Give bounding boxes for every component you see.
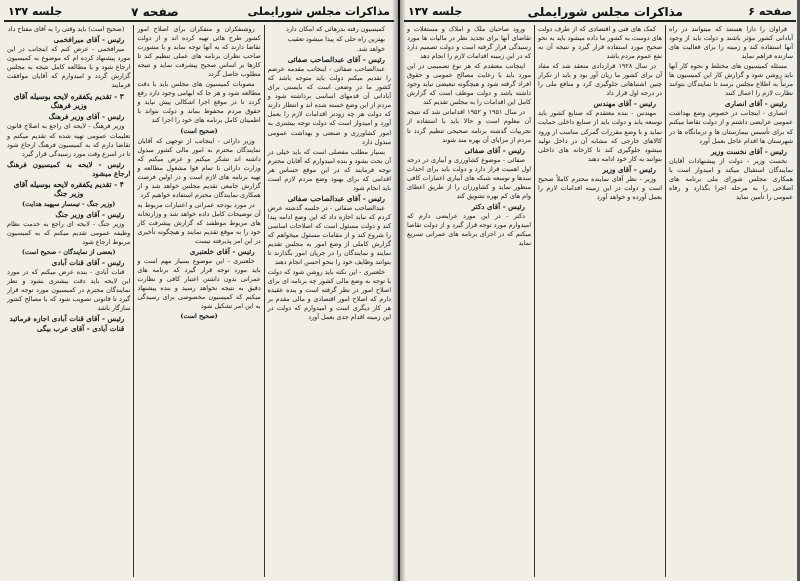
- paragraph: عبدالصاحب صفائی - اینجانب مقدمه عرضم را تقدیم میکنم دولت باید متوجه باشد که کشور ما در وضعی است که بایستی برای آبادانی آن قدمهای اساسی برداشته شود و مردم از این وضع خسته شده اند و انتظار دارند که دولت هر چه زودتر اقدامات لازم را بعمل آورد و امیدوار است که دولت توجه بیشتری به امور کشاورزی و صنعتی و بهداشت عمومی مبذول دارد: [267, 65, 391, 146]
- paragraph: کمک های فنی و اقتصادی که از طرف دولت های دوست به کشور ما داده میشود باید به نحو صحیح مورد استفاده قرار گیرد و نتیجه آن به نفع عموم مردم باشد: [538, 25, 662, 61]
- paragraph: خلعتبری - این نکته باید روشن شود که دولت با توجه به وضع مالی کشور چه برنامه ای برای اصلاح امور در نظر گرفته است و بنده عقیده دارم که اصلاح امور اقتصادی و مالی مقدم بر هر کار دیگری است و امیدوارم که دولت در این زمینه اقدام جدی بعمل آورد: [267, 268, 391, 322]
- paragraph: دکتر - در این مورد عرایضی دارم که امیدوارم مورد توجه قرار گیرد و از دولت تقاضا میکنم که در اجرای برنامه های عمرانی تسریع نماید: [407, 211, 531, 248]
- left-header-page-number: صفحه ۷: [131, 4, 179, 19]
- right-header-session: جلسه ۱۳۷: [408, 5, 463, 18]
- paragraph: بهترین راه حلی که پیدا میشود تعقیب: [287, 35, 385, 44]
- paragraph: مسئله کمیسیون های مختلط و نحوه کار آنها باید روشن شود و گزارش کار این کمیسیون ها مرتباً به اطلاع مجلس برسد تا نمایندگان بتوانند نظارت لازم را اعمال کنند: [669, 62, 793, 98]
- speaker-line: رئیس - آقای مهندس: [593, 99, 656, 109]
- paragraph: کمیسیون رفته بدرهائی که امکان دارد: [286, 25, 385, 33]
- left-header-right: مذاکرات مجلس شورایملی: [247, 5, 390, 18]
- paragraph: ورود صاحبان ملک و املاک و مستغلات و تقاضای آنها برای تجدید نظر در مالیات ها مورد رسیدگی قرار گرفته است و دولت تصمیم دارد که در این زمینه اقدامات لازم را انجام دهد: [407, 25, 531, 61]
- paragraph: وزیر جنگ - لایحه ای راجع به خدمت نظام وظیفه عمومی تقدیم میکنم که به کمیسیون مربوط ارجاع شود: [7, 219, 131, 247]
- paragraph: صفائی - موضوع کشاورزی و آبیاری در درجه اول اهمیت قرار دارد و دولت باید برای احداث سدها و توسعه شبکه های آبیاری اعتبارات کافی منظور نماید و کشاورزان را از طریق اعطای وام های کم بهره تشویق کند: [407, 155, 531, 200]
- speaker-line: رئیس - آقای دکتر: [471, 201, 525, 211]
- paragraph: بسیار مطلب مفصلی است که باید خیلی در آن بحث بشود و بنده امیدوارم که آقایان محترم توجه فرمایند که در این موقع حساس هر اقدامی که برای بهبود وضع مردم لازم است باید انجام شود: [267, 147, 391, 192]
- paragraph: مهندس - بنده معتقدم که صنایع کشور باید توسعه یابد و دولت باید از صنایع داخلی حمایت نماید و با وضع مقررات گمرکی مناسب از ورود کالاهای خارجی که مشابه آن در داخل تولید میشود جلوگیری کند تا کارخانه های داخلی بتوانند به کار خود ادامه دهند: [538, 109, 662, 163]
- paragraph: انصاری - اینجانب در خصوص وضع بهداشت عمومی عرایضی داشتم و از دولت تقاضا میکنم که برای تأسیس بیمارستان ها و درمانگاه ها در شهرستان ها اقدام عاجل بعمل آورد: [669, 109, 793, 145]
- speaker-line: رئیس - آقای عبدالصاحب صفائی: [287, 55, 385, 65]
- speaker-line: رئیس - آقای نخست وزیر: [710, 146, 787, 156]
- section-heading: ۳ - تقدیم یکفقره لایحه بوسیله آقای وزیر فرهنگ: [13, 92, 124, 111]
- paragraph: فراوان را دارا هستند که میتوانند در راه آبادانی کشور مؤثر باشند و دولت باید از وجود آنها استفاده کند و زمینه را برای فعالیت های سازنده فراهم نماید: [669, 25, 793, 61]
- left-column-3: [4, 25, 134, 577]
- paragraph: خواهد شد.: [356, 45, 385, 54]
- paragraph: در سال ۱۹۵۱ و ۱۹۵۲ اقداماتی شد که نتیجه آن معلوم است و حالا باید با استفاده از تجربیات گذشته برنامه صحیحی تنظیم گردد تا مردم از مزایای آن بهره مند شوند: [407, 108, 531, 144]
- paragraph: خلعتبری - این موضوع بسیار مهم است و باید مورد توجه قرار گیرد که برنامه های عمرانی بدون داشتن اعتبار کافی و نظارت دقیق به نتیجه نخواهد رسید و بنده پیشنهاد میکنم که کمیسیون مخصوصی برای رسیدگی به این امر تشکیل شود: [137, 257, 261, 311]
- paragraph: قنات آبادی - بنده عرض میکنم که در مورد این لایحه باید دقت بیشتری بشود و نظر نمایندگان محترم در کمیسیون مورد توجه قرار گیرد تا قانونی تصویب شود که با مصالح کشور سازگار باشد: [7, 268, 131, 313]
- speaker-line: رئیس - آقای انصاری: [724, 99, 787, 109]
- paragraph: (صحیح است) باید وقتی را به آقای مفتاح داد: [7, 25, 125, 33]
- left-columns: [4, 25, 394, 577]
- right-gutter-shadow: [400, 0, 406, 581]
- right-column-3: [404, 25, 535, 577]
- paragraph: (وزیر جنگ - تیمسار سپهبد هدایت): [22, 199, 116, 208]
- speaker-line: رئیس - آقای میرافخمی: [53, 35, 125, 45]
- speaker-line: رئیس - آقای صفائی: [464, 145, 525, 155]
- right-header-title: مذاکرات مجلس شورایملی: [527, 4, 683, 19]
- left-page: [0, 0, 398, 581]
- paragraph: اینجانب معتقدم که هر نوع تصمیمی در این مورد باید با رعایت مصالح عمومی و حقوق افراد گرفته شود و هیچگونه تبعیضی نباید وجود داشته باشد و دولت موظف است که گزارش کامل این اقدامات را به مجلس تقدیم کند: [407, 62, 531, 107]
- speaker-line: رئیس - لایحه به کمیسیون فرهنگ ارجاع میشود: [7, 159, 131, 178]
- right-running-header: [404, 3, 796, 22]
- paragraph: (صحیح است): [180, 126, 218, 135]
- right-header-page-number: صفحه ۶: [748, 5, 792, 18]
- speaker-line: قنات آبادی - آقای عرب بیگی: [36, 324, 125, 334]
- left-gutter-shadow: [392, 0, 398, 581]
- right-column-1: [666, 25, 796, 577]
- paragraph: (صحیح است): [180, 312, 218, 321]
- paragraph: مصوبات کمیسیون های مجلس باید با دقت مطالعه شود و هر جا که ابهامی وجود دارد رفع گردد تا در موقع اجرا اشکالی پیش نیاید و حقوق مردم محفوظ بماند و دولت بتواند با اطمینان کامل برنامه های خود را اجرا کند: [137, 80, 261, 125]
- speaker-line: رئیس - آقای وزیر: [602, 164, 656, 174]
- left-column-1: [265, 25, 394, 577]
- paragraph: وزیر فرهنگ - لایحه ای راجع به اصلاح قانون تعلیمات عمومی تهیه شده که تقدیم میکنم و تقاضا دارم که به کمیسیون فرهنگ ارجاع شود تا در اسرع وقت مورد رسیدگی قرار گیرد: [7, 122, 131, 158]
- right-page: [400, 0, 800, 581]
- section-heading: ۴ - تقدیم یکفقره لایحه بوسیله آقای وزیر جنگ: [13, 179, 124, 198]
- speaker-line: رئیس - آقای قنات آبادی: [51, 258, 125, 268]
- right-columns: [404, 25, 796, 577]
- speaker-line: رئیس - آقای خلعتبری: [189, 247, 255, 257]
- paragraph: وزیر دارائی - اینجانب از توجهی که آقایان نمایندگان محترم به امور مالی کشور مبذول داشته اند تشکر میکنم و عرض میکنم که وزارت دارائی با تمام قوا مشغول مطالعه و تهیه برنامه های لازم است و در اولین فرصت گزارش جامعی تقدیم مجلس خواهد شد و از همکاری نمایندگان محترم استفاده خواهیم کرد: [137, 136, 261, 199]
- speaker-line: رئیس - آقای عبدالصاحب صفائی: [287, 193, 385, 203]
- left-column-2: [134, 25, 264, 577]
- speaker-line: رئیس - آقای وزیر فرهنگ: [48, 112, 125, 122]
- paragraph: در سال ۱۹۲۸ قراردادی منعقد شد که مفاد آن برای کشور ما زیان آور بود و باید از تکرار چنین اشتباهاتی جلوگیری کرد و منافع ملی را در درجه اول قرار داد: [538, 62, 662, 98]
- paragraph: روشنفکران و متفکران برای اصلاح امور کشور طرح هائی تهیه کرده اند و از دولت تقاضا دارند که به آنها توجه نماید و با مشورت صاحب نظران برنامه های عملی تنظیم کند تا کارها بر اساس صحیح پیشرفت نماید و نتیجه مطلوب حاصل گردد: [137, 25, 261, 79]
- paragraph: در مورد بودجه عمرانی و اعتبارات مربوط به آن توضیحات کامل داده خواهد شد و وزارتخانه های مربوط موظفند که گزارش پیشرفت کار خود را به موقع تقدیم نمایند و هیچگونه تأخیری در این امر پذیرفته نیست: [137, 200, 261, 246]
- speaker-line: رئیس - آقای قنات آبادی اجازه فرمائید: [9, 314, 125, 324]
- right-column-2: [535, 25, 666, 577]
- paragraph: میرافخمی - عرض کنم که اینجانب در این مورد پیشنهاد کرده ام که موضوع به کمیسیون ارجاع شود و با مطالعه کامل نتیجه به مجلس گزارش گردد و امیدوارم که آقایان موافقت فرمایند: [7, 45, 131, 90]
- paragraph: نخست وزیر - دولت از پیشنهادات آقایان نمایندگان استقبال میکند و امیدوار است با همکاری مجلس شورای ملی برنامه های اصلاحی را به مرحله اجرا بگذارد و رفاه عمومی را تأمین نماید: [669, 156, 793, 201]
- speaker-line: رئیس - آقای وزیر جنگ: [55, 209, 125, 219]
- left-running-header: [4, 3, 394, 22]
- paragraph: عبدالصاحب صفائی - در جلسه گذشته عرض کردم که نباید اجازه داد که این وضع ادامه پیدا کند و دولت مسئول است که اصلاحات اساسی را شروع کند و از مقامات مسئول میخواهم که گزارش کاملی از وضع امور به مجلس تقدیم نمایند و نمایندگان را در جریان امور بگذارند تا بتوانند وظایف خود را بنحو احسن انجام دهند: [267, 203, 391, 267]
- left-header-session: جلسه ۱۳۷: [8, 5, 63, 18]
- paragraph: (بعضی از نمایندگان - صحیح است): [21, 248, 116, 257]
- paragraph: وزیر - نظر آقای نماینده محترم کاملاً صحیح است و دولت در این زمینه اقدامات لازم را بعمل آورده و خواهد آورد: [538, 174, 662, 201]
